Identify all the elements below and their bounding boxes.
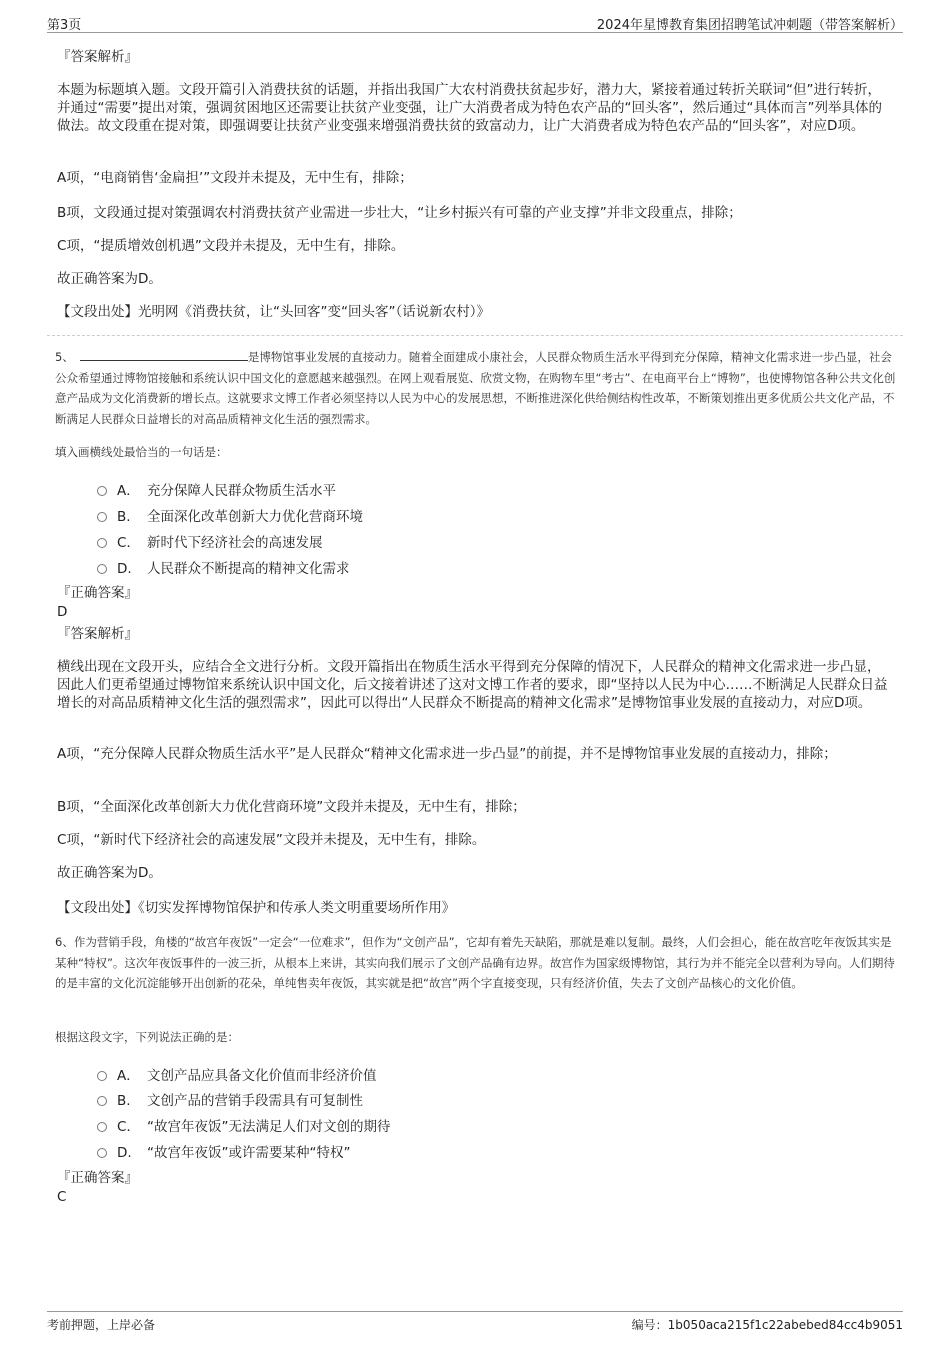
radio-icon[interactable] [97,1071,107,1081]
answer-label: 『正确答案』 [57,1170,138,1186]
option-b[interactable] [97,1089,363,1109]
option-text: 充分保障人民群众物质生活水平 [147,483,336,499]
option-b-analysis: B项，文段通过提对策强调农村消费扶贫产业需进一步壮大，“让乡村振兴有可靠的产业支撑”并非文段重点，排除； [57,205,742,221]
option-a-analysis: A项，“电商销售‘金扁担’”文段并未提及，无中生有，排除； [57,170,413,186]
option-a-analysis: A项，“充分保障人民群众物质生活水平”是人民群众“精神文化需求进一步凸显”的前提，并不是博物馆事业发展的直接动力，排除； [57,746,837,762]
source: 【文段出处】《切实发挥博物馆保护和传承人类文明重要场所作用》 [57,900,456,916]
option-b-analysis: B项，“全面深化改革创新大力优化营商环境”文段并未提及，无中生有，排除； [57,799,526,815]
option-key: C. [117,1119,131,1135]
page-footer [47,1311,903,1333]
page-header [47,10,903,33]
option-text: “故宫年夜饭”无法满足人们对文创的期待 [147,1119,391,1135]
option-a[interactable] [97,1064,377,1084]
option-key: A． [117,483,140,499]
footer-slogan: 考前押题，上岸必备 [47,1318,156,1332]
question-prompt: 根据这段文字，下列说法正确的是： [55,1030,239,1044]
document-title: 2024年星博教育集团招聘笔试冲刺题（带答案解析） [596,18,903,33]
option-d[interactable] [97,557,350,577]
question-text: 是博物馆事业发展的直接动力。随着全面建成小康社会，人民群众物质生活水平得到充分保障，精神文化需求进一步凸显，社会公众希望通过博物馆接触和系统认识中国文化的意愿越来越强烈。在网上观看展览、欣赏文物，在购物车里“考古”、在电商平台上“博物”，也使博物馆各种公共文化创意产品成为文化消费新的增长点。这就要求文博工作者必须坚持以人民为中心的发展思想，不断推进深化供给侧结构性改革，不断策划推出更多优质公共文化产品，不断满足人民群众日益增长的对高品质精神文化生活的强烈需求。 [55,350,896,426]
analysis-label: 『答案解析』 [57,626,138,642]
analysis-text: 本题为标题填入题。文段开篇引入消费扶贫的话题，并指出我国广大农村消费扶贫起步好，潜力大，紧接着通过转折关联词“但”进行转折，并通过“需要”提出对策，强调贫困地区还需要让扶贫产业变强，让广大消费者成为特色农产品的“回头客”，然后通过“具体而言”列举具体的做法。故文段重在提对策，即强调要让扶贫产业变强来增强消费扶贫的致富动力，让广大消费者成为特色农产品的“回头客”，对应D项。 [57,82,882,134]
question-prompt: 填入画横线处最恰当的一句话是： [55,445,228,459]
option-key: B. [117,509,131,525]
radio-icon[interactable] [97,486,107,496]
answer-value: C [57,1189,67,1205]
divider [47,335,903,336]
option-c[interactable] [97,1115,391,1135]
page-number: 第3页 [47,18,82,33]
option-c[interactable] [97,531,323,551]
option-key: A． [117,1068,140,1084]
answer-value: D [57,604,68,620]
option-b[interactable] [97,505,363,525]
option-text: 文创产品应具备文化价值而非经济价值 [147,1068,377,1084]
analysis-text: 横线出现在文段开头，应结合全文进行分析。文段开篇指出在物质生活水平得到充分保障的情况下，人民群众的精神文化需求进一步凸显，因此人们更希望通过博物馆来系统认识中国文化，后文接着讲述了这对文博工作者的要求，即“坚持以人民为中心……不断满足人民群众日益增长的对高品质精神文化生活的强烈需求”，因此可以得出“人民群众不断提高的精神文化需求”是博物馆事业发展的直接动力，对应D项。 [57,659,888,711]
option-text: 全面深化改革创新大力优化营商环境 [147,509,363,525]
conclusion: 故正确答案为D。 [57,865,162,881]
option-c-analysis: C项，“提质增效创机遇”文段并未提及，无中生有，排除。 [57,238,405,254]
radio-icon[interactable] [97,1096,107,1106]
option-key: D. [117,1145,132,1161]
answer-label: 『正确答案』 [57,585,138,601]
radio-icon[interactable] [97,512,107,522]
fill-blank [80,350,248,361]
document-id: 编号：1b050aca215f1c22abebed84cc4b9051 [631,1318,903,1332]
question-5-stem [55,347,900,429]
option-a[interactable] [97,479,336,499]
option-key: C. [117,535,131,551]
option-text: 人民群众不断提高的精神文化需求 [147,561,350,577]
analysis-label: 『答案解析』 [57,49,138,65]
source: 【文段出处】光明网《消费扶贫，让“头回客”变“回头客”（话说新农村）》 [57,304,490,320]
question-6-stem: 6、作为营销手段，角楼的“故宫年夜饭”一定会“一位难求”，但作为“文创产品”，它却有着先天缺陷，那就是难以复制。最终，人们会担心，能在故宫吃年夜饭其实是某种“特权”。这次年夜饭事件的一波三折，从根本上来讲，其实向我们展示了文创产品确有边界。故宫作为国家级博物馆，其行为并不能完全以营利为导向。人们期待的是丰富的文化沉淀能够开出创新的花朵，单纯售卖年夜饭，其实就是把“故宫”两个字直接变现，只有经济价值，失去了文创产品核心的文化价值。 [55,935,895,990]
conclusion: 故正确答案为D。 [57,271,162,287]
option-text: 新时代下经济社会的高速发展 [147,535,323,551]
radio-icon[interactable] [97,1122,107,1132]
radio-icon[interactable] [97,538,107,548]
option-c-analysis: C项，“新时代下经济社会的高速发展”文段并未提及，无中生有，排除。 [57,832,486,848]
option-text: “故宫年夜饭”或许需要某种“特权” [147,1145,351,1161]
option-d[interactable] [97,1141,350,1161]
option-key: B. [117,1093,131,1109]
question-number: 5、 [55,350,74,364]
radio-icon[interactable] [97,564,107,574]
radio-icon[interactable] [97,1148,107,1158]
option-key: D. [117,561,132,577]
option-text: 文创产品的营销手段需具有可复制性 [147,1093,363,1109]
